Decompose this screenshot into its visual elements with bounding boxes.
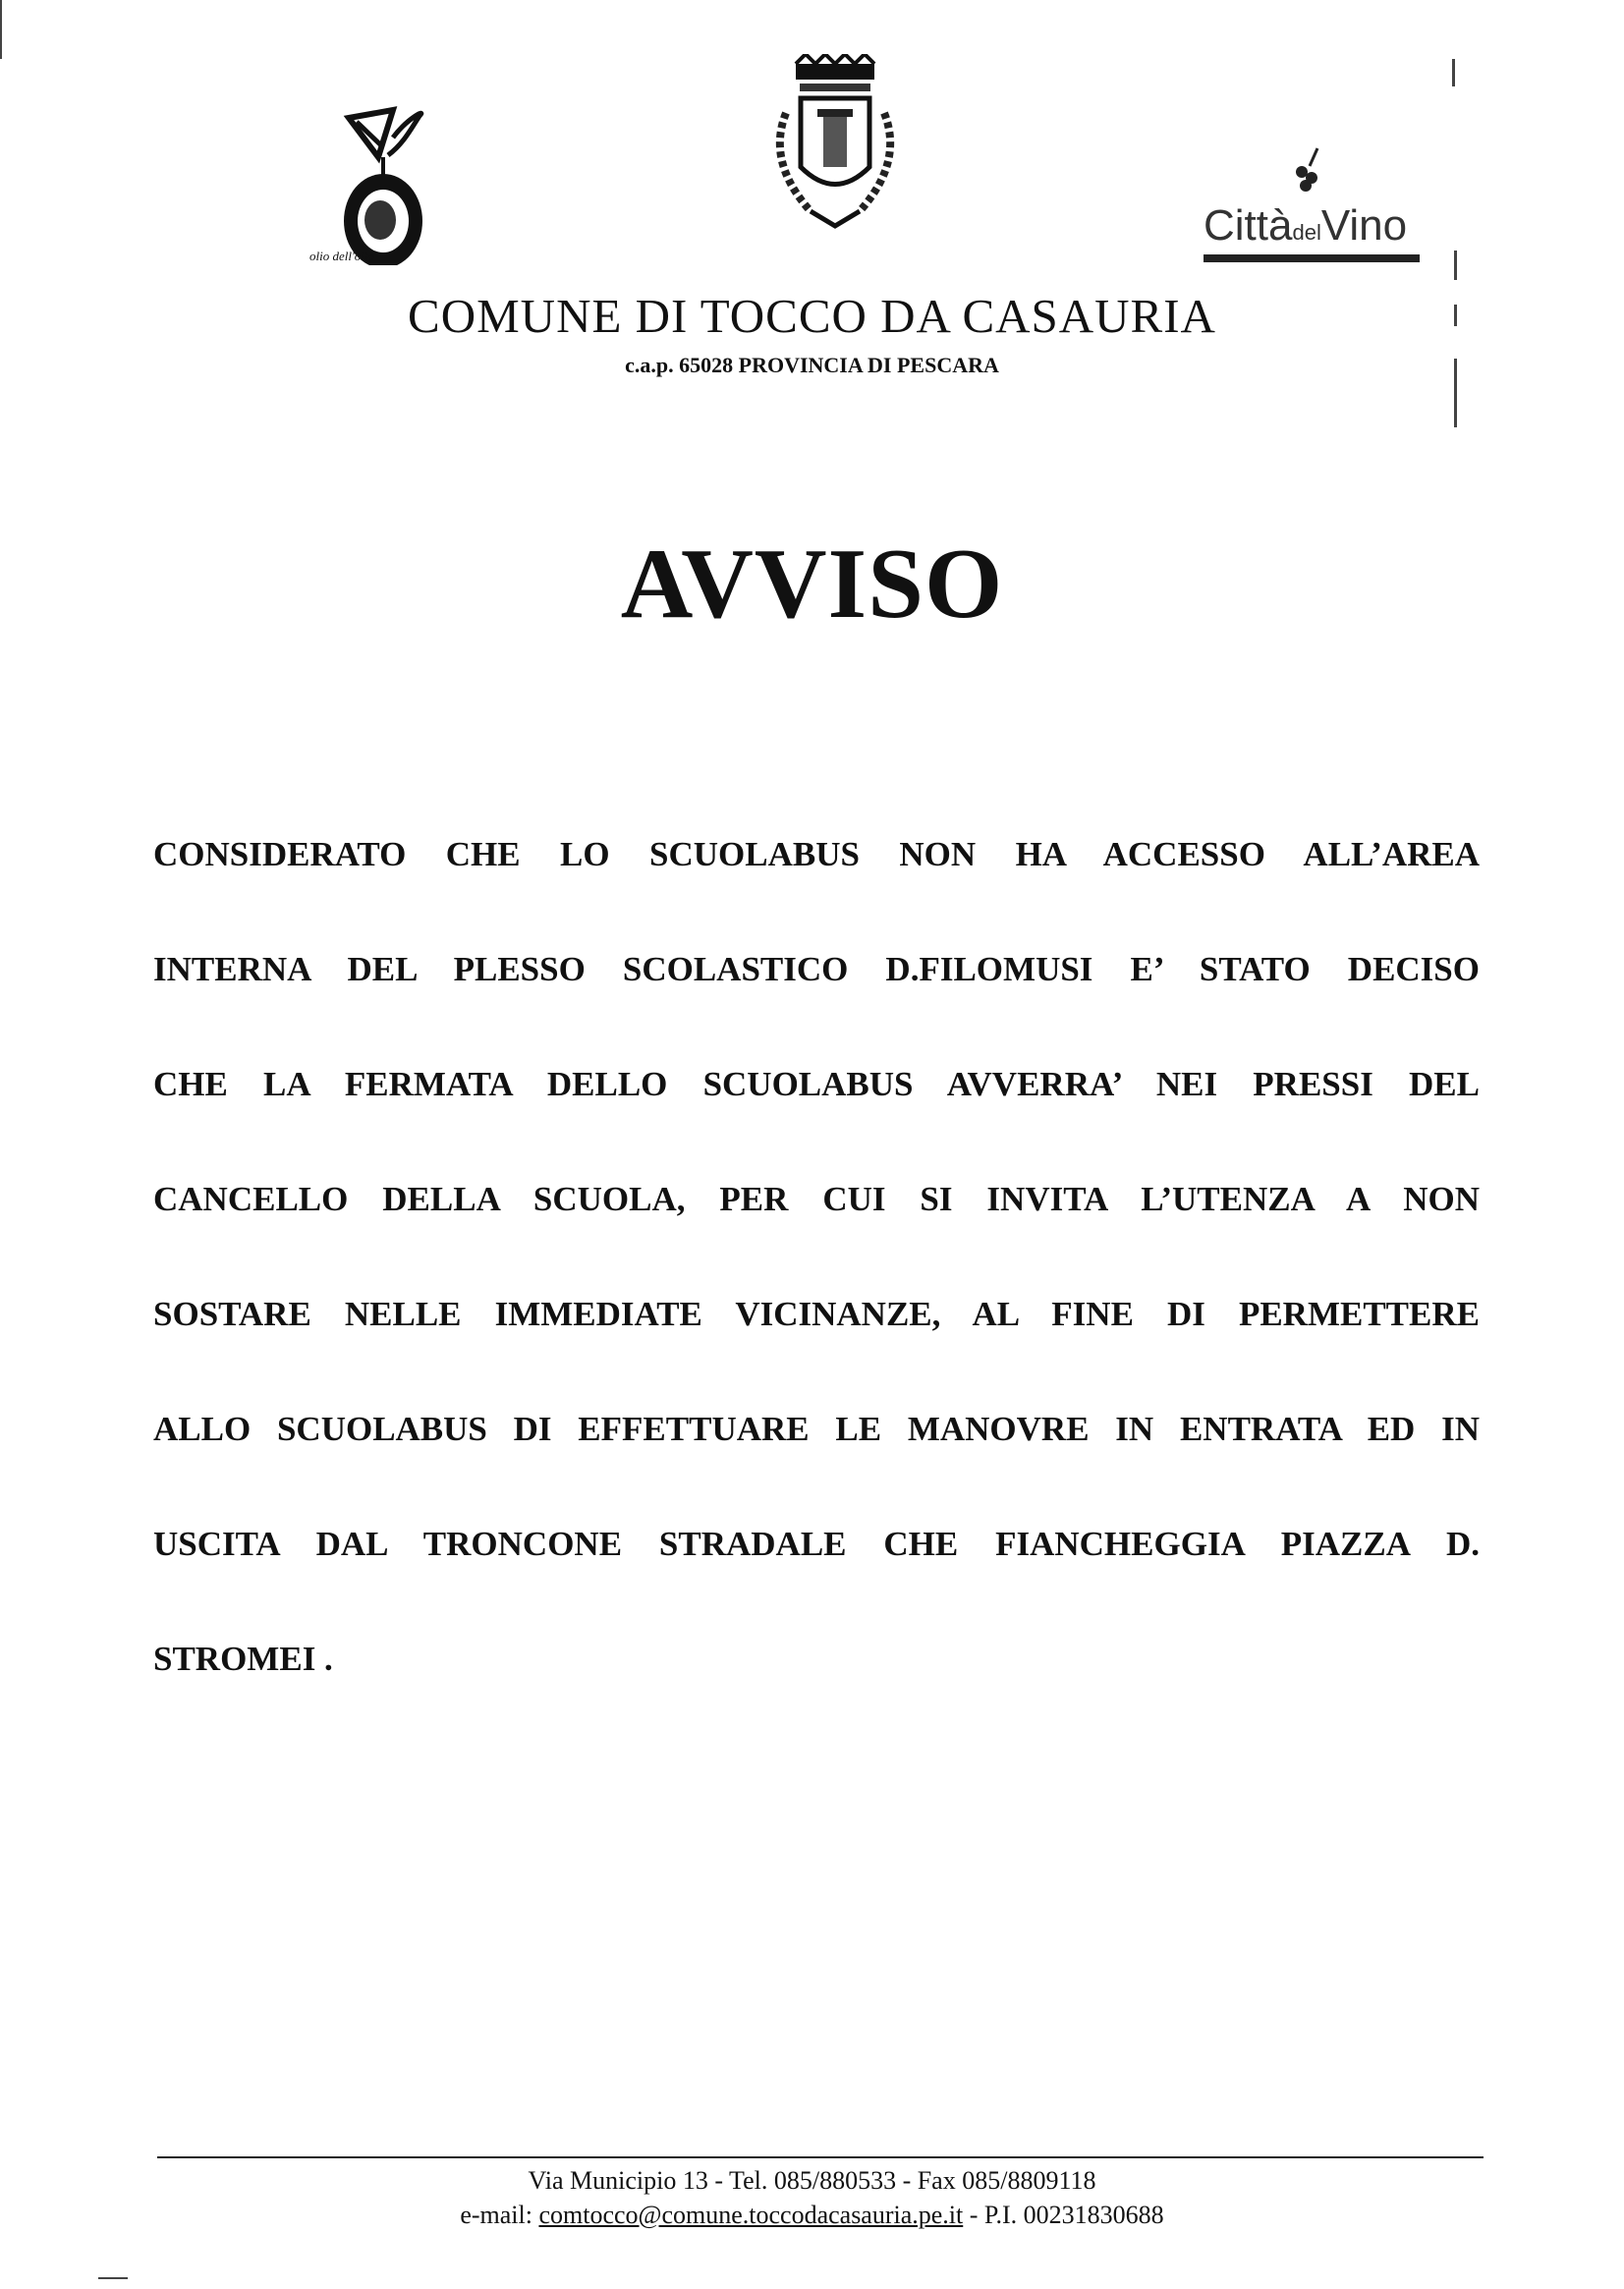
body-line: CHE LA FERMATA DELLO SCUOLABUS AVVERRA’ NEI PRESSI DEL [153,1065,1480,1103]
scan-mark [1452,59,1455,86]
organization-subtitle: c.a.p. 65028 PROVINCIA DI PESCARA [625,353,999,377]
footer-contact [0,2199,1624,2232]
notice-title: AVVISO [620,529,1004,640]
vat-number: - P.I. 00231830688 [963,2201,1164,2229]
scan-mark [1454,251,1457,280]
footer-address: Via Municipio 13 - Tel. 085/880533 - Fax 085/8809118 [528,2166,1096,2195]
citta-del-vino-logo [1164,201,1420,270]
notice-body [153,833,1480,1753]
body-line: INTERNA DEL PLESSO SCOLASTICO D.FILOMUSI E’ STATO DECISO [153,950,1480,988]
organization-name: COMUNE DI TOCCO DA CASAURIA [408,289,1216,343]
body-line: STROMEI . [153,1640,333,1678]
scan-mark [0,0,2,59]
body-line: USCITA DAL TRONCONE STRADALE CHE FIANCHEGGIA PIAZZA D. [153,1525,1480,1563]
body-line: CANCELLO DELLA SCUOLA, PER CUI SI INVITA L’UTENZA A NON [153,1180,1480,1218]
email-label: e-mail: [460,2201,539,2229]
logo-ring-text: olio dell'olio [309,249,374,263]
body-line: CONSIDERATO CHE LO SCUOLABUS NON HA ACCESSO ALL’AREA [153,835,1480,873]
scan-mark [1454,359,1457,427]
body-line: ALLO SCUOLABUS DI EFFETTUARE LE MANOVRE IN ENTRATA ED IN [153,1410,1480,1448]
citta-del-vino-brand: CittàdelVino [1204,201,1408,250]
footer-divider [157,2156,1484,2158]
olive-oil-logo [309,98,467,265]
grape-icon [1282,142,1341,196]
email-link[interactable]: comtocco@comune.toccodacasauria.pe.it [538,2201,964,2229]
scan-mark [98,2277,128,2279]
coat-of-arms-logo [756,54,914,241]
brand-bar [1204,254,1420,262]
scan-mark [1454,305,1457,326]
body-line: SOSTARE NELLE IMMEDIATE VICINANZE, AL FINE DI PERMETTERE [153,1295,1480,1333]
